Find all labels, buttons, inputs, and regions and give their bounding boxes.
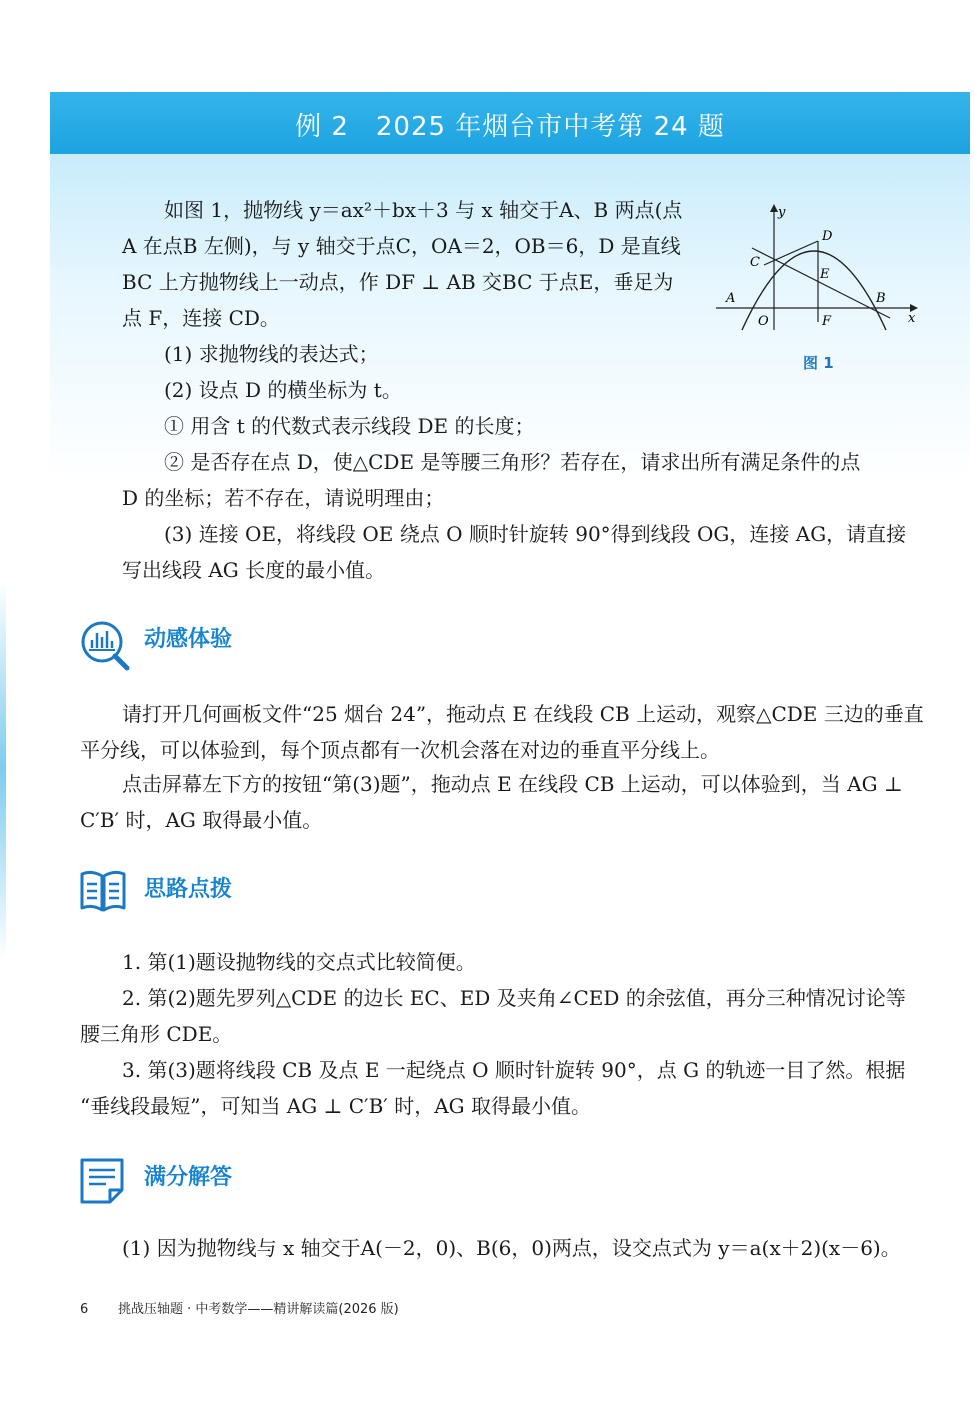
question-3-line-1: (3) 连接 OE，将线段 OE 绕点 O 顺时针旋转 90°得到线段 OG，连接 AG，请直接: [164, 522, 907, 546]
dynamic-p1-line-1: 请打开几何画板文件“25 烟台 24”，拖动点 E 在线段 CB 上运动，观察△CDE 三边的垂直: [122, 702, 924, 726]
dynamic-p2-line-1: 点击屏幕左下方的按钮“第(3)题”，拖动点 E 在线段 CB 上运动，可以体验到，当 AG ⊥: [122, 772, 903, 796]
page-title: 例 2 2025 年烟台市中考第 24 题: [295, 112, 725, 142]
label-e: E: [820, 267, 830, 282]
label-f: F: [822, 314, 832, 329]
label-o: O: [758, 314, 769, 329]
section-dynamic-title: 动感体验: [144, 627, 233, 652]
label-y: y: [778, 205, 786, 220]
y-axis-arrow: [770, 204, 778, 212]
hint-3-line-2: “垂线段最短”，可知当 AG ⊥ C′B′ 时，AG 取得最小值。: [80, 1094, 591, 1118]
segment-cd: [764, 241, 818, 265]
dynamic-p2-line-2: C′B′ 时，AG 取得最小值。: [80, 808, 323, 832]
open-book-icon: [78, 868, 128, 914]
label-c: C: [750, 255, 760, 270]
magnifier-chart-icon: [78, 618, 132, 672]
hint-3-line-1: 3. 第(3)题将线段 CB 及点 E 一起绕点 O 顺时针旋转 90°，点 G 的轨迹一目了然。根据: [122, 1058, 906, 1082]
book-title: 挑战压轴题 · 中考数学——精讲解读篇(2026 版): [118, 1302, 399, 1317]
question-2a: ① 用含 t 的代数式表示线段 DE 的长度；: [164, 414, 535, 438]
question-2: (2) 设点 D 的横坐标为 t。: [164, 378, 402, 402]
question-2b-line-2: D 的坐标；若不存在，请说明理由；: [122, 486, 445, 510]
answer-1: (1) 因为抛物线与 x 轴交于A(－2，0)、B(6，0)两点，设交点式为 y＝a(x＋2)(x－6)。: [122, 1236, 901, 1260]
question-3-line-2: 写出线段 AG 长度的最小值。: [122, 558, 386, 582]
page-edge-tint: [0, 580, 6, 960]
document-icon: [78, 1156, 126, 1204]
problem-line-1: 如图 1，抛物线 y＝ax²＋bx＋3 与 x 轴交于A、B 两点(点: [164, 198, 683, 222]
section-answer-title: 满分解答: [144, 1165, 233, 1190]
figure-1: [712, 198, 926, 338]
question-1: (1) 求抛物线的表达式；: [164, 342, 379, 366]
question-2b-line-1: ② 是否存在点 D，使△CDE 是等腰三角形？若存在，请求出所有满足条件的点: [164, 450, 861, 474]
label-a: A: [726, 291, 736, 306]
title-banner: [50, 92, 970, 154]
label-b: B: [876, 291, 886, 306]
problem-line-2: A 在点B 左侧)，与 y 轴交于点C，OA＝2，OB＝6，D 是直线: [122, 234, 681, 258]
dynamic-p1-line-2: 平分线，可以体验到，每个顶点都有一次机会落在对边的垂直平分线上。: [80, 738, 720, 762]
hint-2-line-1: 2. 第(2)题先罗列△CDE 的边长 EC、ED 及夹角∠CED 的余弦值，再分三种情况讨论等: [122, 986, 906, 1010]
section-hints-title: 思路点拨: [144, 877, 233, 902]
problem-line-4: 点 F，连接 CD。: [122, 306, 280, 330]
figure-caption: 图 1: [803, 354, 834, 372]
hint-1: 1. 第(1)题设抛物线的交点式比较简便。: [122, 950, 476, 974]
hint-2-line-2: 腰三角形 CDE。: [80, 1022, 233, 1046]
page-number: 6: [80, 1302, 89, 1317]
label-d: D: [822, 229, 833, 244]
label-x: x: [908, 311, 916, 326]
problem-line-3: BC 上方抛物线上一动点，作 DF ⊥ AB 交BC 于点E，垂足为: [122, 270, 674, 294]
page-footer: [80, 1298, 399, 1317]
